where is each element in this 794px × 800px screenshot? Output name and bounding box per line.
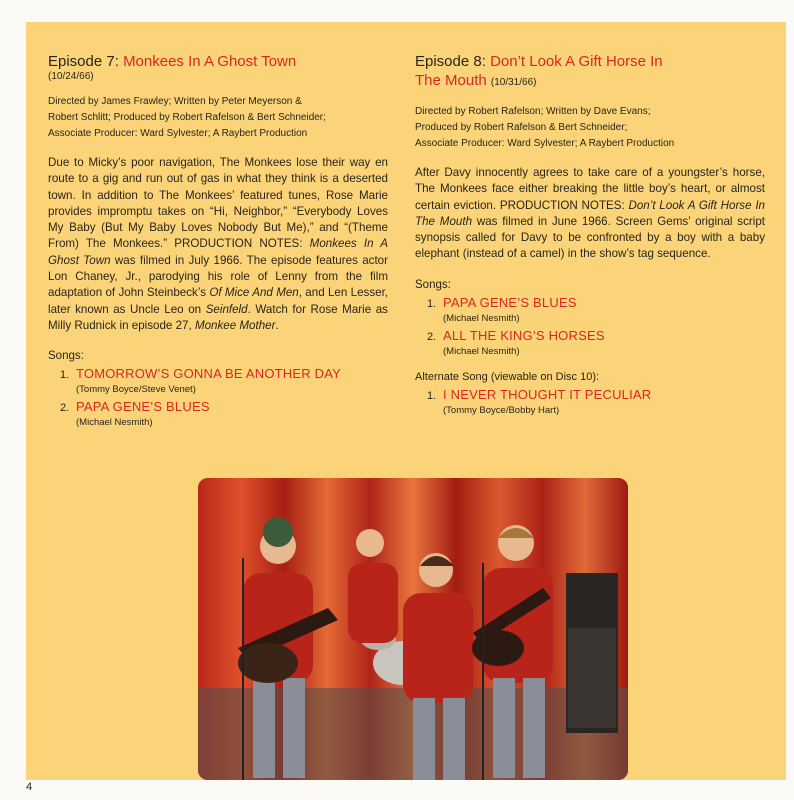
page-panel [26,22,786,780]
song-title: TOMORROW’S GONNA BE ANOTHER DAY [76,366,342,382]
summary-text: . Watch for Rose Marie as Milly Rudnick in episode 27, [48,302,388,332]
episode-8-number: Episode 8: [415,53,486,70]
song-writer: (Tommy Boyce/Bobby Hart) [443,404,560,416]
credit-line: Produced by Robert Rafelson & Bert Schneider; [415,122,628,133]
episode-7-summary [48,155,388,334]
episode-8-heading [415,52,765,92]
song-title: I NEVER THOUGHT IT PECULIAR [443,386,652,402]
summary-text: , and Len Lesser, later known as Uncle Leo on [48,286,389,316]
song-writer: (Michael Nesmith) [76,417,153,429]
episode-8-title-line2: The Mouth [415,72,487,89]
alternate-song-label: Alternate Song (viewable on Disc 10): [415,370,600,383]
episode-7-date: (10/24/66) [48,71,94,82]
song-number: 2. [427,330,437,343]
song-title: PAPA GENE’S BLUES [443,294,577,310]
summary-text: Due to Micky’s poor navigation, The Monkees lose their way en route to a gig and run out of gas in what they think is a deserted town. In addition to The Monkees’ featured tunes, Rose Marie provides impromptu takes on “Hi, Neighbor,” “Everybody Loves My Baby (But My Baby Loves Nobody But Me),” and “(Theme From) The Monkees.” PRODUCTION NOTES: [48,156,388,251]
summary-text: was filmed in July 1966. The episode features actor Lon Chaney, Jr., parodying his role of Lenny from the film adaptation of John Steinbeck’s [48,253,388,300]
song-title: PAPA GENE’S BLUES [76,399,210,415]
episode-8-title-line1: Don’t Look A Gift Horse In [490,53,663,70]
songs-label: Songs: [415,278,451,291]
song-item [427,295,765,324]
episode-7-title: Monkees In A Ghost Town [123,53,297,70]
summary-italic: Of Mice And Men [209,286,299,300]
episode-8-summary [415,165,765,263]
episode-7-column [48,52,388,428]
song-writer: (Tommy Boyce/Steve Venet) [76,384,196,396]
page-number: 4 [26,781,33,793]
episode-8-date: (10/31/66) [490,77,537,88]
credit-line: Robert Schlitt; Produced by Robert Rafelson & Bert Schneider; [48,112,326,123]
episode-7-heading [48,52,388,71]
episode-7-number: Episode 7: [48,53,119,70]
songs-label: Songs: [48,350,84,363]
band-performance-photo [198,478,628,780]
song-writer: (Michael Nesmith) [443,345,520,357]
summary-italic: Monkee Mother [194,318,276,332]
song-number: 2. [60,402,70,415]
episode-8-column [415,52,765,416]
summary-text: After Davy innocently agrees to take care of a youngster’s horse, The Monkees face either breaking the little boy’s heart, or almost certain eviction. PRODUCTION NOTES: [415,166,765,212]
band-photo-illustration [198,478,628,780]
song-number: 1. [60,369,70,382]
song-title: ALL THE KING’S HORSES [443,327,605,343]
episode-8-credits [415,104,765,152]
summary-text: . [275,318,279,332]
song-item [60,366,388,395]
summary-italic: Don’t Look A Gift Horse In The Mouth [415,198,765,228]
song-number: 1. [427,389,437,402]
song-item [427,328,765,357]
alternate-song-item [427,387,765,416]
credit-line: Directed by Robert Rafelson; Written by Dave Evans; [415,106,651,117]
credit-line: Associate Producer: Ward Sylvester; A Raybert Production [415,138,675,149]
credit-line: Associate Producer: Ward Sylvester; A Raybert Production [48,128,308,139]
summary-italic: Monkees In A Ghost Town [48,237,388,267]
summary-italic: Seinfeld [205,302,248,316]
song-writer: (Michael Nesmith) [443,312,520,324]
song-number: 1. [427,297,437,310]
song-item [60,399,388,428]
credit-line: Directed by James Frawley; Written by Peter Meyerson & [48,96,302,107]
episode-7-credits [48,94,388,142]
summary-text: was filmed in June 1966. Screen Gems’ original script synopsis called for Davy to be confronted by a boy with a baby elephant (instead of a camel) in the show’s tag sequence. [415,214,766,261]
